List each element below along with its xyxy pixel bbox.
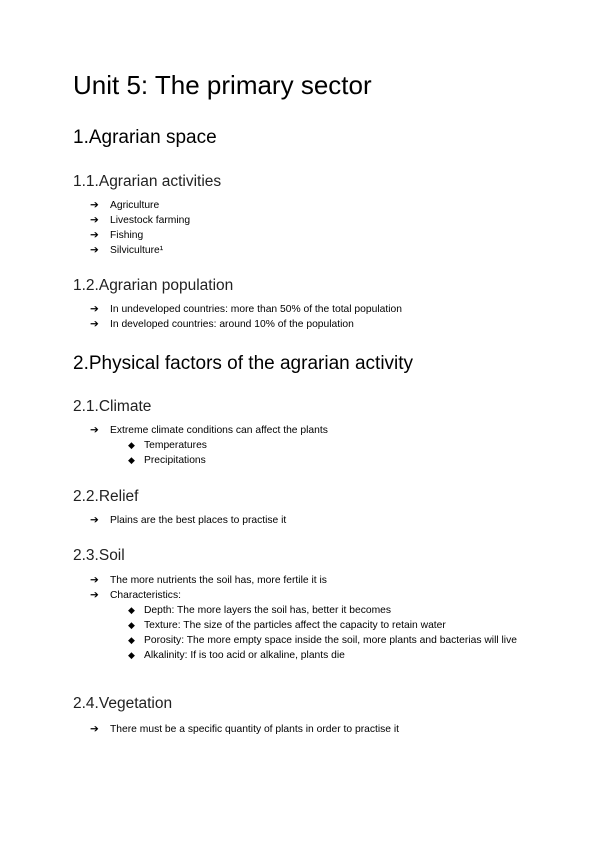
soil-characteristics-sublist [128, 603, 538, 663]
subsection-heading-agrarian-activities: 1.1.Agrarian activities [73, 173, 222, 190]
diamond-icon: ◆ [128, 605, 135, 615]
list-item [90, 722, 399, 737]
sublist-item-text: Porosity: The more empty space inside the soil, more plants and bacterias will live [144, 635, 517, 646]
diamond-icon: ◆ [128, 455, 135, 465]
list-item [90, 573, 327, 588]
list-item [90, 317, 402, 332]
subsection-heading-agrarian-population: 1.2.Agrarian population [73, 277, 234, 294]
subsection-heading-climate: 2.1.Climate [73, 398, 152, 415]
diamond-icon: ◆ [128, 635, 135, 645]
arrow-icon: ➔ [90, 200, 99, 211]
arrow-icon: ➔ [90, 425, 99, 436]
arrow-icon: ➔ [90, 304, 99, 315]
agrarian-population-list [90, 302, 402, 332]
list-item [90, 228, 190, 243]
diamond-icon: ◆ [128, 440, 135, 450]
climate-list [90, 423, 328, 438]
list-item [90, 423, 328, 438]
section-heading-physical-factors: 2.Physical factors of the agrarian activity [73, 353, 414, 374]
sublist-item [128, 633, 538, 648]
subsection-heading-soil: 2.3.Soil [73, 547, 125, 564]
arrow-icon: ➔ [90, 515, 99, 526]
list-item-text: Agriculture [110, 200, 160, 211]
arrow-icon: ➔ [90, 575, 99, 586]
page-title: Unit 5: The primary sector [73, 70, 372, 100]
list-item [90, 302, 402, 317]
sublist-item-text: Precipitations [144, 455, 206, 466]
sublist-item-text: Depth: The more layers the soil has, better it becomes [144, 605, 392, 616]
list-item-text: Characteristics: [110, 590, 181, 601]
list-item-text: The more nutrients the soil has, more fertile it is [110, 575, 327, 586]
climate-sublist [128, 438, 207, 468]
list-item [90, 198, 190, 213]
arrow-icon: ➔ [90, 215, 99, 226]
arrow-icon: ➔ [90, 724, 99, 735]
list-item-text: Fishing [110, 230, 144, 241]
sublist-item-text: Alkalinity: If is too acid or alkaline, plants die [144, 650, 345, 661]
subsection-heading-relief: 2.2.Relief [73, 488, 139, 505]
sublist-item [128, 603, 538, 618]
list-item-text: Plains are the best places to practise it [110, 515, 287, 526]
arrow-icon: ➔ [90, 590, 99, 601]
arrow-icon: ➔ [90, 319, 99, 330]
sublist-item-text: Texture: The size of the particles affect the capacity to retain water [144, 620, 446, 631]
vegetation-list [90, 722, 399, 737]
list-item-text: Extreme climate conditions can affect the plants [110, 425, 328, 436]
sublist-item [128, 618, 538, 633]
list-item [90, 513, 286, 528]
list-item-text: In developed countries: around 10% of the population [110, 319, 354, 330]
arrow-icon: ➔ [90, 230, 99, 241]
diamond-icon: ◆ [128, 650, 135, 660]
relief-list [90, 513, 286, 528]
list-item [90, 213, 190, 228]
list-item-text: Silviculture¹ [110, 245, 164, 256]
arrow-icon: ➔ [90, 245, 99, 256]
sublist-item [128, 438, 207, 453]
section-heading-agrarian-space: 1.Agrarian space [73, 127, 217, 148]
diamond-icon: ◆ [128, 620, 135, 630]
soil-list [90, 573, 327, 603]
sublist-item [128, 453, 207, 468]
list-item [90, 588, 327, 603]
list-item-text: There must be a specific quantity of plants in order to practise it [110, 724, 400, 735]
subsection-heading-vegetation: 2.4.Vegetation [73, 695, 173, 712]
sublist-item [128, 648, 538, 663]
sublist-item-text: Temperatures [144, 440, 207, 451]
list-item [90, 243, 190, 258]
list-item-text: In undeveloped countries: more than 50% of the total population [110, 304, 402, 315]
agrarian-activities-list [90, 198, 190, 258]
list-item-text: Livestock farming [110, 215, 191, 226]
